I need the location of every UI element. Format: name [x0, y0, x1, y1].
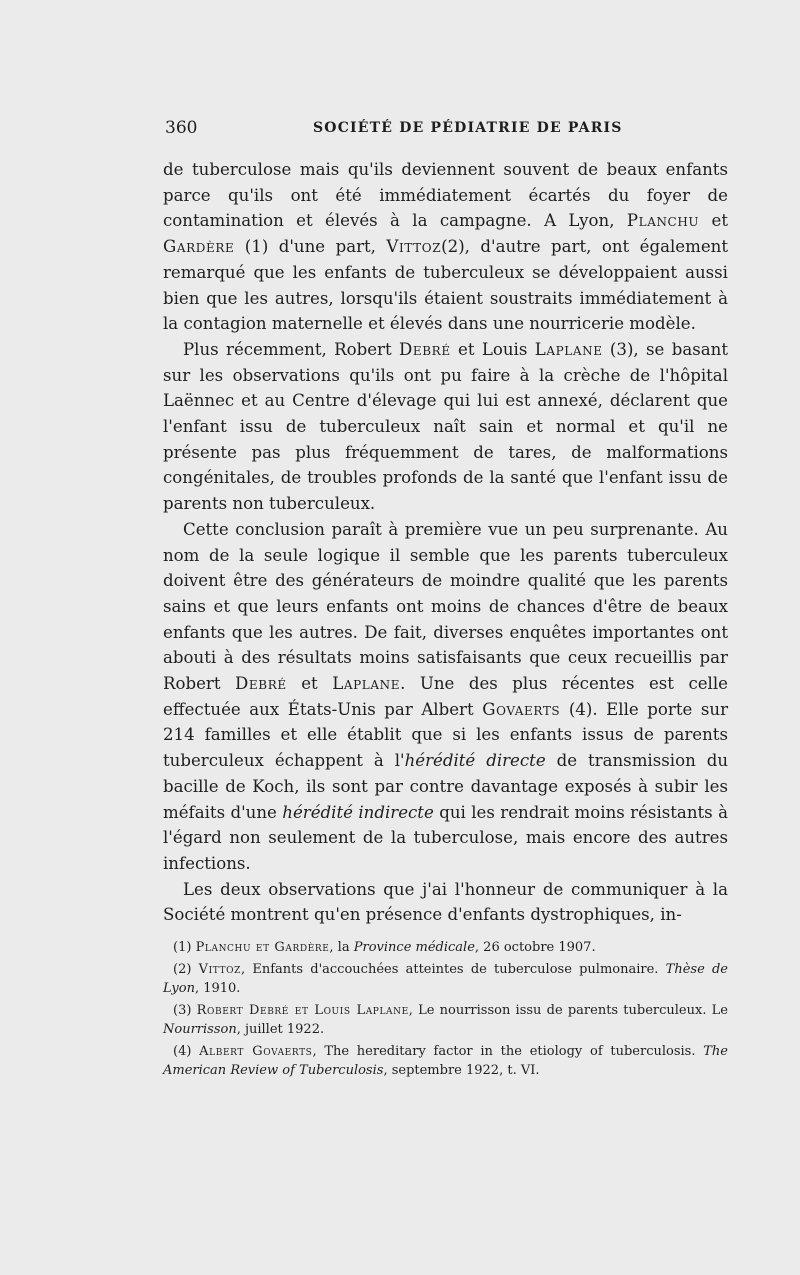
footnote-source: Province médicale [353, 940, 475, 955]
author-name: Laplane [534, 339, 603, 359]
footnote-4 [163, 1042, 728, 1080]
footnote-source: Nourrisson [163, 1022, 237, 1037]
footnote-text: , 26 octobre 1907. [474, 940, 596, 955]
text-run: et [711, 211, 728, 231]
footnote-2 [163, 960, 728, 998]
author-name: Gardère [163, 237, 235, 257]
footnote-number: (2) [173, 962, 192, 977]
text-run: (4). Elle porte sur 214 familles et elle établit que si les enfants issus de parents tuberculeux échappent à l' [163, 699, 729, 771]
footnote-text: , 1910. [194, 981, 241, 996]
author-name: Vittoz [386, 237, 442, 257]
author-name: Debré [399, 339, 451, 359]
text-run: Cette conclusion paraît à première vue un peu surprenante. Au nom de la seule logique il semble que les parents tuberculeux doivent être des générateurs de moindre qualité que les parents sains et que leurs enfants ont moins de chances d'être de beaux enfants que les autres. De fait, diverses enquêtes importantes ont abouti à des résultats moins satisfaisants que ceux recueillis par Robert [163, 519, 728, 694]
text-run: de tuberculose mais qu'ils deviennent souvent de beaux enfants parce qu'ils ont été immédiatement écartés du foyer de contamination et élevés à la campagne. A Lyon, [163, 160, 728, 231]
page-header [165, 118, 727, 142]
footnote-authors: Planchu et Gardère [195, 940, 330, 955]
page-number: 360 [165, 118, 198, 138]
footnote-text: , Enfants d'accouchées atteintes de tuberculose pulmonaire. [241, 962, 659, 977]
author-name: Govaerts [482, 699, 561, 719]
text-run: de transmission du bacille de Koch, ils sont par contre davantage exposés à subir les méfaits d'une [163, 751, 729, 822]
footnote-source: The American Review of Tuberculosis [163, 1044, 728, 1078]
text-run: et [301, 674, 318, 694]
footnote-text: , la [329, 940, 350, 955]
footnote-source: Thèse de Lyon [163, 962, 728, 996]
author-name: Planchu [626, 211, 700, 231]
footnote-1 [163, 938, 728, 957]
text-run: Plus récemment, Robert [183, 339, 392, 359]
footnote-number: (1) [173, 940, 192, 955]
italic-term: hérédité indirecte [282, 802, 434, 822]
italic-term: hérédité directe [404, 751, 546, 771]
footnote-text: , Le nourrisson issu de parents tuberculeux. Le [408, 1003, 728, 1018]
footnote-text: , juillet 1922. [236, 1022, 325, 1037]
running-title: SOCIÉTÉ DE PÉDIATRIE DE PARIS [313, 120, 623, 136]
text-run: qui les rendrait moins résistants à l'égard non seulement de la tuberculose, mais encore des autres infections. [163, 802, 728, 873]
text-run: Les deux observations que j'ai l'honneur de communiquer à la Société montrent qu'en présence d'enfants dystrophiques, in- [163, 879, 728, 925]
footnotes [163, 938, 728, 1083]
footnote-text: , The hereditary factor in the etiology of tuberculosis. [312, 1044, 696, 1059]
footnote-3 [163, 1001, 728, 1039]
footnote-number: (4) [173, 1044, 192, 1059]
paragraph-2 [163, 337, 728, 517]
footnote-text: , septembre 1922, t. VI. [383, 1063, 540, 1078]
author-name: Debré [235, 674, 287, 694]
footnote-number: (3) [173, 1003, 192, 1018]
text-run: (2), d'autre part, ont également remarqué que les enfants de tuberculeux se développaient aussi bien que les autres, lorsqu'ils étaient soustraits immédiatement à la contagion maternelle et élevés dans une nourricerie modèle. [163, 237, 729, 334]
paragraph-1 [163, 157, 728, 337]
footnote-authors: Robert Debré et Louis Laplane [196, 1003, 409, 1018]
author-name: Laplane [332, 674, 401, 694]
text-run: . Une des plus récentes est celle effectuée aux États-Unis par Albert [163, 674, 728, 719]
paragraph-3 [163, 517, 728, 877]
text-run: (1) d'une part, [244, 237, 376, 257]
footnote-authors: Vittoz [198, 962, 241, 977]
footnote-authors: Albert Govaerts [199, 1044, 313, 1059]
paragraph-4 [163, 877, 728, 928]
text-run: (3), se basant sur les observations qu'ils ont pu faire à la crèche de l'hôpital Laënnec et au Centre d'élevage qui lui est annexé, déclarent que l'enfant issu de tuberculeux naît sain et normal et qu'il ne présente pas plus fréquemment de tares, de malformations congénitales, de troubles profonds de la santé que l'enfant issu de parents non tuberculeux. [163, 339, 728, 514]
text-run: et Louis [458, 339, 528, 359]
body-text [163, 157, 728, 928]
